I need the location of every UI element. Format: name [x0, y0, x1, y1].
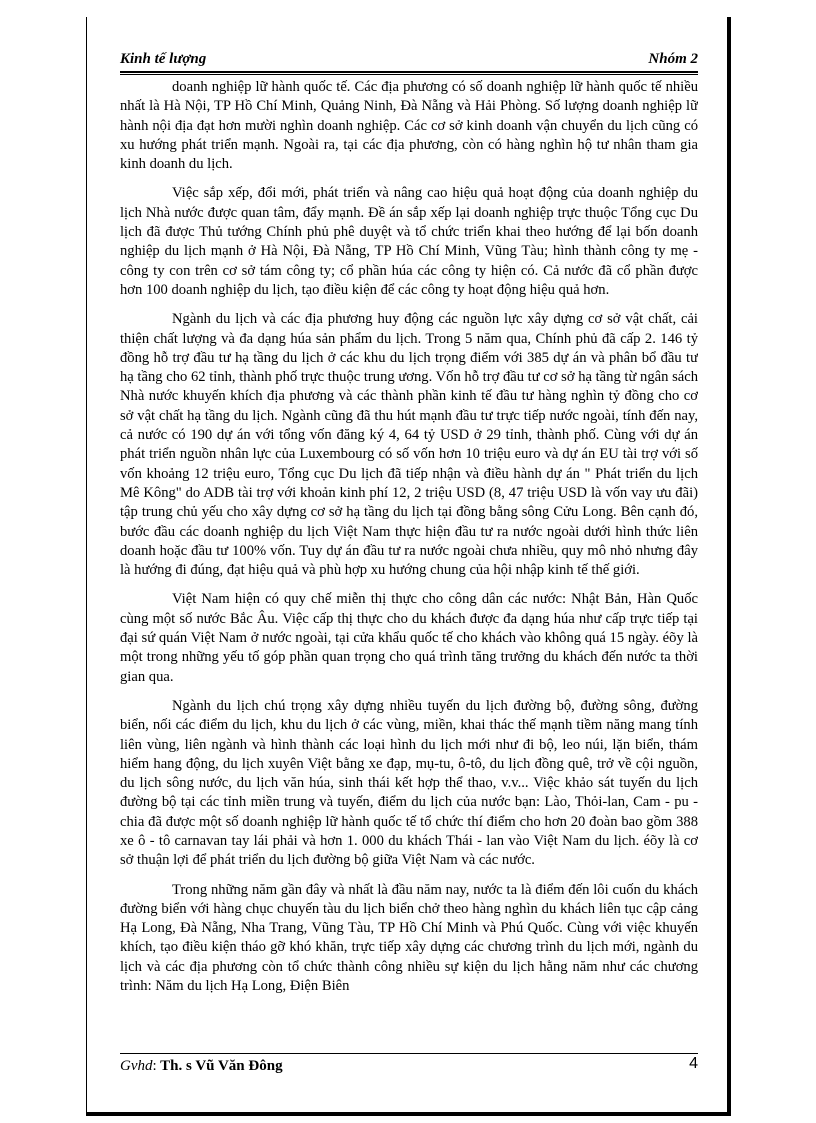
header-rule	[120, 71, 698, 73]
header-title: Kinh tế lượng	[120, 51, 207, 67]
footer-credit	[120, 1058, 283, 1075]
header-group: Nhóm 2	[648, 51, 698, 67]
page-footer	[120, 1055, 698, 1082]
header-rule-thin	[120, 74, 698, 75]
paragraph-4: Việt Nam hiện có quy chế miễn thị thực cho công dân các nước: Nhật Bản, Hàn Quốc cùng một số nước Bắc Âu. Việc cấp thị thực cho du khách được đa dạng húa như cấp trực tiếp tại đại sứ quán Việt Nam ở nước ngoài, tại cửa khẩu quốc tế cho khách vào không quá 15 ngày. éõy là một trong những yếu tố góp phần quan trọng cho quá trình tăng trưởng du khách đến nước ta thời gian qua.	[120, 591, 698, 685]
page-header	[120, 51, 698, 71]
footer-separator: :	[152, 1058, 157, 1074]
page-number: 4	[689, 1055, 698, 1072]
footer-name: Th. s Vũ Văn Đông	[156, 1058, 283, 1074]
footer-rule	[120, 1053, 698, 1054]
footer-label: Gvhd	[120, 1058, 153, 1074]
paragraph-1: doanh nghiệp lữ hành quốc tế. Các địa phương có số doanh nghiệp lữ hành quốc tế nhiều nhất là Hà Nội, TP Hồ Chí Minh, Quảng Ninh, Đà Nẵng và Hải Phòng. Số lượng doanh nghiệp lữ hành nội địa đạt hơn mười nghìn doanh nghiệp. Các cơ sở kinh doanh vận chuyển du lịch cũng có xu hướng phát triển mạnh. Ngoài ra, tại các địa phương, còn có hàng nghìn hộ tư nhân tham gia kinh doanh du lịch.	[120, 79, 698, 173]
paragraph-3: Ngành du lịch và các địa phương huy động các nguồn lực xây dựng cơ sở vật chất, cải thiện chất lượng và đa dạng húa sản phẩm du lịch. Trong 5 năm qua, Chính phủ đã cấp 2. 146 tỷ đồng hỗ trợ đầu tư hạ tầng du lịch ở các khu du lịch trọng điểm với 385 dự án và phân bổ đầu tư hạ tầng cho 62 tỉnh, thành phố trực thuộc trung ương. Vốn hỗ trợ đầu tư cơ sở hạ tầng từ ngân sách Nhà nước khuyến khích địa phương và các thành phần kinh tế đầu tư hàng nghìn tỷ đồng cho cơ sở vật chất hạ tầng du lịch. Ngành cũng đã thu hút mạnh đầu tư trực tiếp nước ngoài, tính đến nay, cả nước có 190 dự án với tổng vốn đăng ký 4, 64 tỷ USD ở 29 tỉnh, thành phố. Cùng với dự án phát triển nguồn nhân lực của Luxembourg có số vốn hơn 10 triệu euro và dự án EU tài trợ với số vốn khoảng 12 triệu euro, Tổng cục Du lịch đã tiếp nhận và điều hành dự án " Phát triển du lịch Mê Kông" do ADB tài trợ với khoản kinh phí 12, 2 triệu USD (8, 47 triệu USD là vốn vay ưu đãi) tập trung chủ yếu cho xây dựng cơ sở hạ tầng du lịch tại đồng bằng sông Cửu Long. Bên cạnh đó, bước đầu các doanh nghiệp du lịch Việt Nam thực hiện đầu tư ra nước ngoài dưới hình thức liên doanh hoặc đầu tư 100% vốn. Tuy dự án đầu tư ra nước ngoài chưa nhiều, quy mô nhỏ nhưng đây là hướng đi đúng, đạt hiệu quả và phù hợp xu hướng chung của hội nhập kinh tế thế giới.	[120, 311, 698, 579]
paragraph-2: Việc sắp xếp, đổi mới, phát triển và nâng cao hiệu quả hoạt động của doanh nghiệp du lịch Nhà nước được quan tâm, đẩy mạnh. Đề án sắp xếp lại doanh nghiệp trực thuộc Tổng cục Du lịch đã được Thủ tướng Chính phủ phê duyệt và tổ chức triển khai theo hướng để lại bốn doanh nghiệp du lịch mạnh ở Hà Nội, Đà Nẵng, TP Hồ Chí Minh, Vũng Tàu; hình thành công ty mẹ - công ty con trên cơ sở tám công ty; cổ phần húa các công ty hiện có. Cả nước đã cổ phần được hơn 100 doanh nghiệp du lịch, tạo điều kiện để các công ty hoạt động hiệu quả hơn.	[120, 185, 698, 298]
document-body	[120, 78, 698, 1018]
paragraph-5: Ngành du lịch chú trọng xây dựng nhiều tuyến du lịch đường bộ, đường sông, đường biển, nối các điểm du lịch, khu du lịch ở các vùng, miền, khai thác thế mạnh tiềm năng mang tính liên vùng, liên ngành và hình thành các loại hình du lịch mới như đi bộ, leo núi, lặn biển, thám hiểm hang động, du lịch xuyên Việt bằng xe đạp, mụ-tu, ô-tô, du lịch đồng quê, trở về cội nguồn, du lịch sông nước, du lịch văn húa, sinh thái kết hợp thể thao, v.v... Việc khảo sát tuyến du lịch đường bộ tại các tỉnh miền trung và tuyến, điểm du lịch của nước bạn: Lào, Thỏi-lan, Cam - pu - chia đã được một số doanh nghiệp lữ hành quốc tế tổ chức thí điểm cho hơn 20 đoàn bao gồm 388 xe ô - tô carnavan tay lái phải và hơn 1. 000 du khách Thái - lan vào Việt Nam du lịch. éõy là cơ sở thuận lợi để phát triển du lịch đường bộ giữa Việt Nam và các nước.	[120, 697, 698, 869]
paragraph-6: Trong những năm gần đây và nhất là đầu năm nay, nước ta là điểm đến lôi cuốn du khách đường biển với hàng chục chuyến tàu du lịch biển chở theo hàng nghìn du khách liên tục cập cảng Hạ Long, Đà Nẵng, Nha Trang, Vũng Tàu, TP Hồ Chí Minh và Phú Quốc. Cùng với việc khuyến khích, tạo điều kiện tháo gỡ khó khăn, trực tiếp xây dựng các chương trình du lịch mới, ngành du lịch và các địa phương còn tổ chức thành công nhiều sự kiện du lịch hằng năm như các chương trình: Năm du lịch Hạ Long, Điện Biên	[120, 881, 698, 995]
